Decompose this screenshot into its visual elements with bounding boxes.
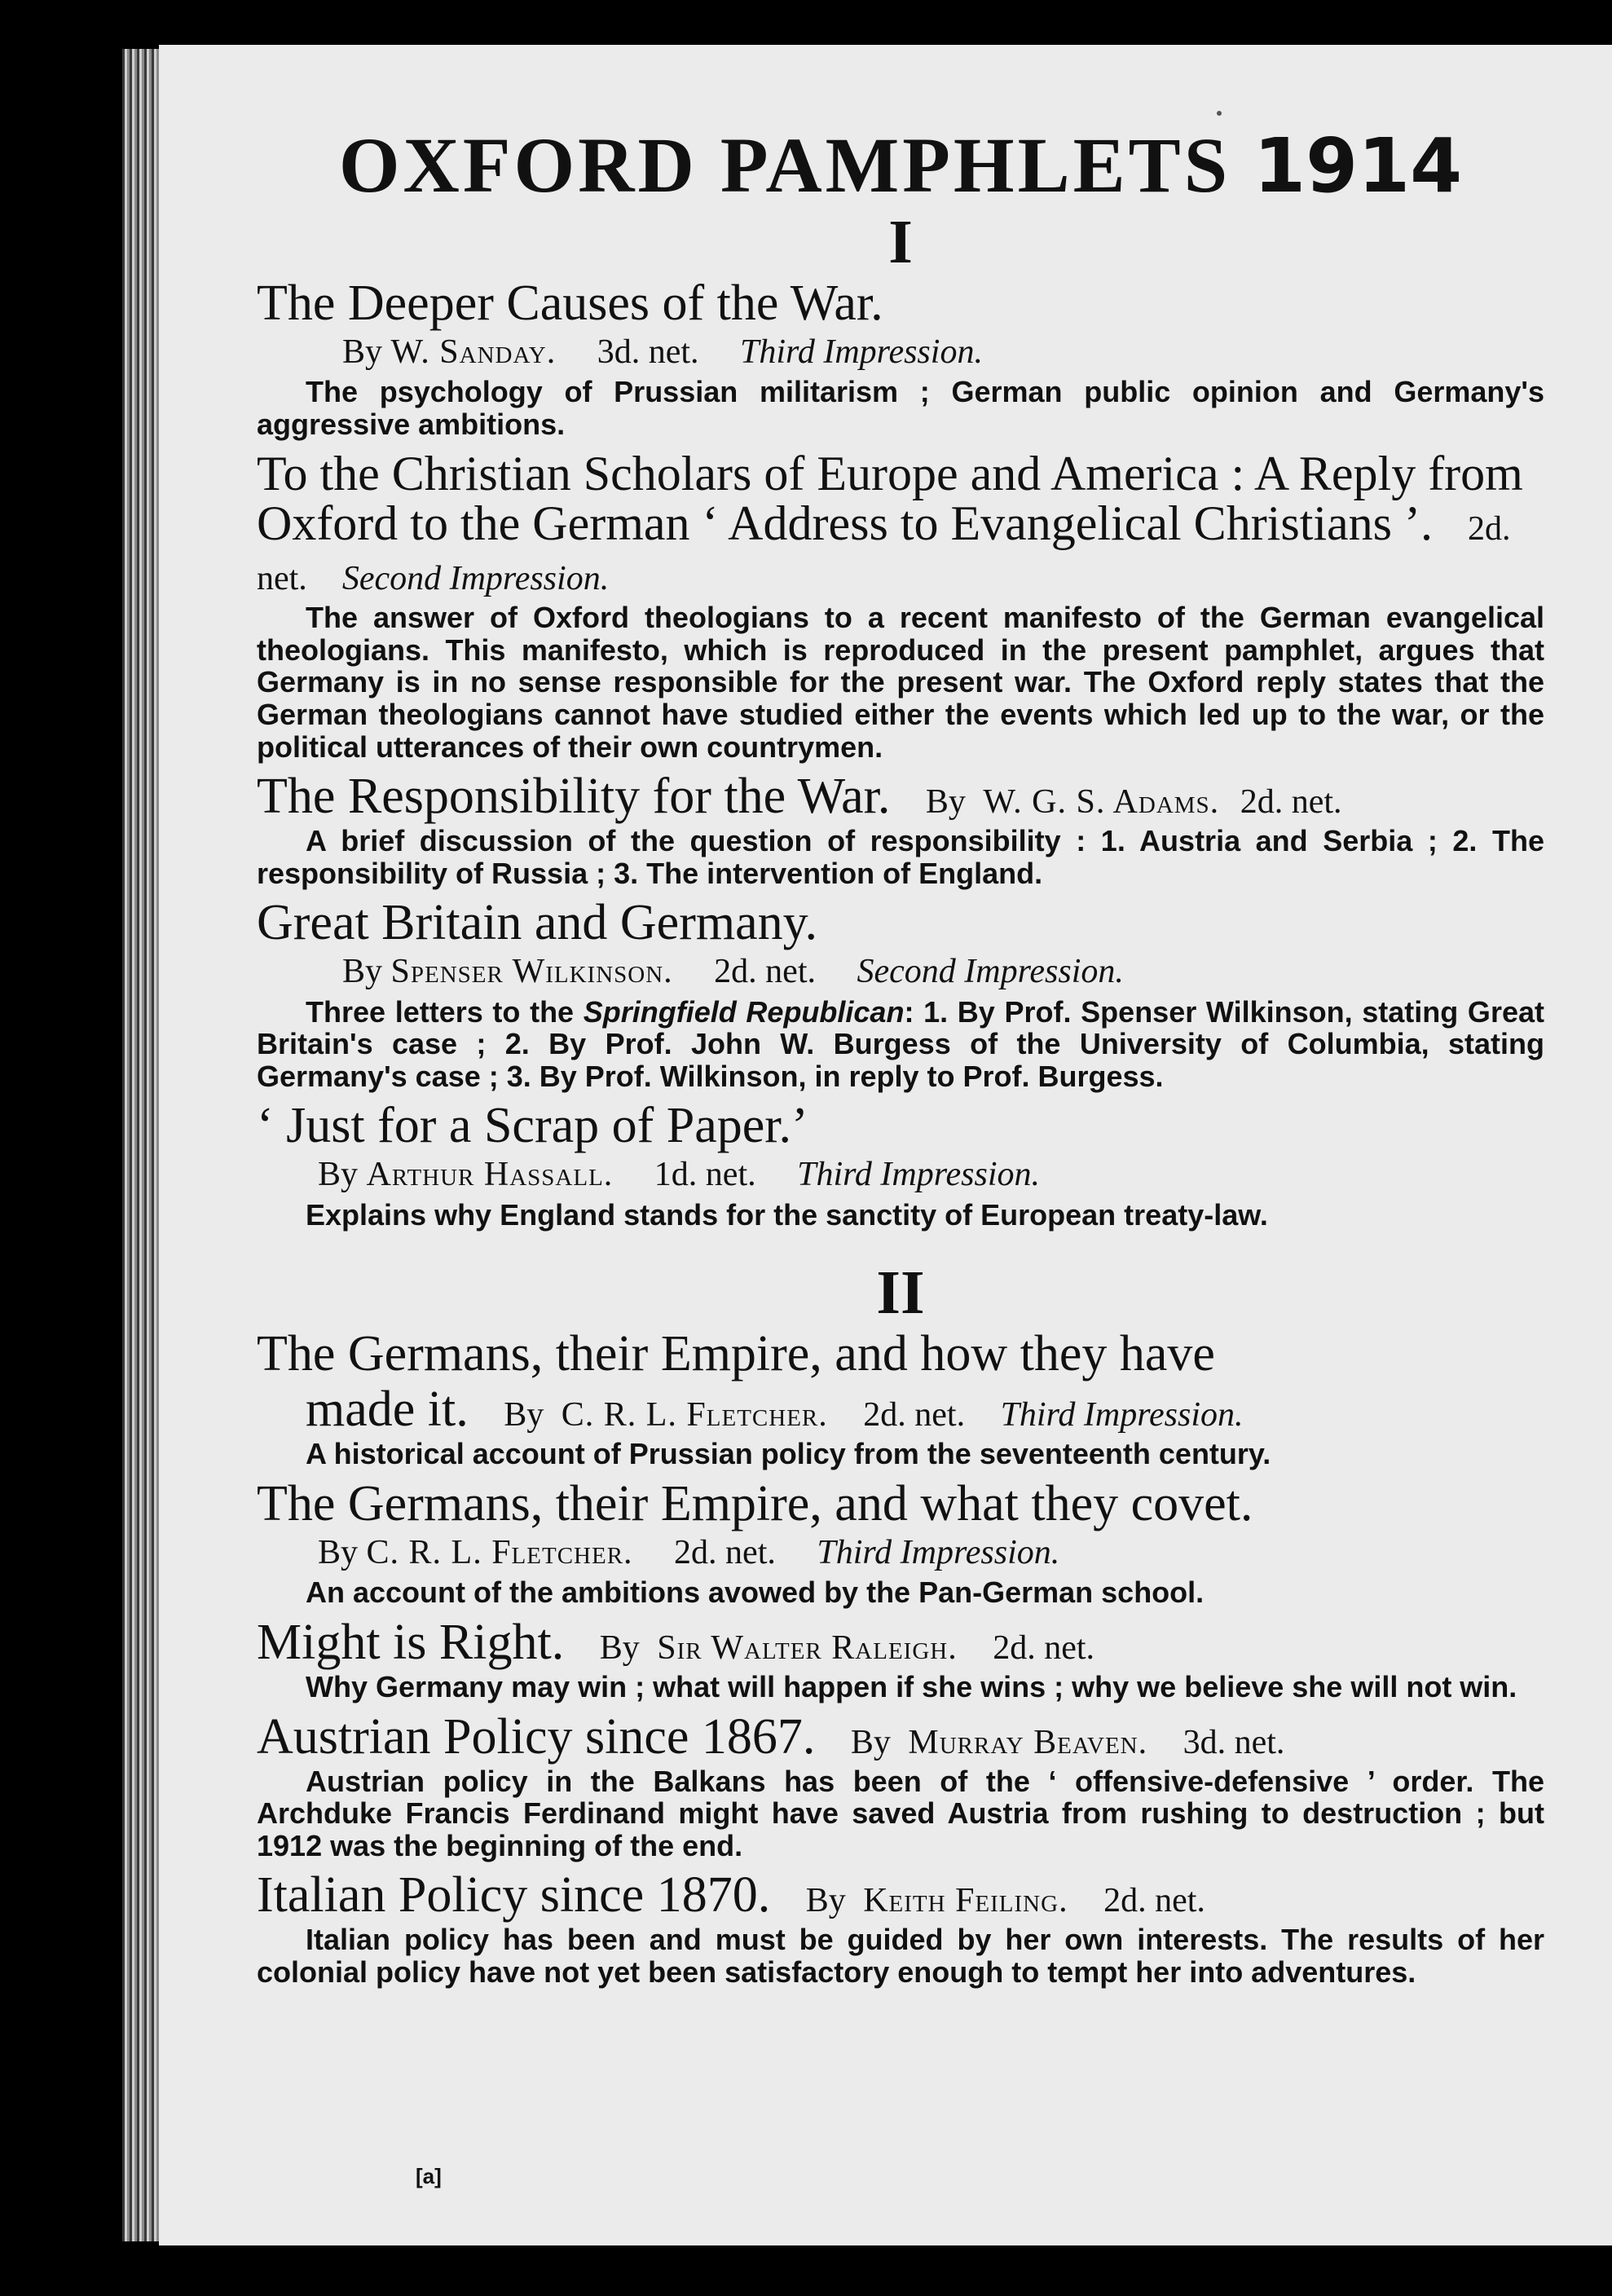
pamphlet-entry: [257, 1708, 1544, 1862]
impression: Third Impression.: [817, 1534, 1060, 1572]
title-text: OXFORD PAMPHLETS: [338, 121, 1231, 209]
pamphlet-description: The psychology of Prussian militarism ; German public opinion and Germany's aggressive ambitions.: [257, 375, 1544, 441]
pamphlet-description: A brief discussion of the question of responsibility : 1. Austria and Serbia ; 2. The responsibility of Russia ; 3. The intervention of England.: [257, 824, 1544, 890]
pamphlet-description: A historical account of Prussian policy from the seventeenth century.: [306, 1437, 1271, 1471]
price: 2d. net.: [863, 1396, 966, 1434]
pamphlet-description: An account of the ambitions avowed by the Pan-German school.: [306, 1575, 1205, 1610]
author: C. R. L. Fletcher.: [561, 1396, 828, 1434]
pamphlet-entry: [257, 275, 1544, 441]
author-prefix: By: [318, 1534, 359, 1572]
pamphlet-entry: [257, 1867, 1544, 1989]
pamphlet-entry: [257, 1326, 1544, 1471]
pamphlet-entry: [257, 897, 1544, 1092]
author: Arthur Hassall.: [366, 1156, 614, 1194]
author: Keith Feiling.: [863, 1882, 1068, 1920]
price: 2d. net.: [1103, 1882, 1205, 1920]
author: Sir Walter Raleigh.: [657, 1629, 958, 1668]
price: 2d. net.: [674, 1534, 776, 1572]
price: 2d. net.: [257, 509, 1511, 597]
pamphlet-description: Why Germany may win ; what will happen if she wins ; why we believe she will not win.: [306, 1670, 1517, 1704]
pamphlet-title-text: Might is Right.: [257, 1615, 565, 1671]
pamphlet-title-text: Austrian Policy since 1867.: [257, 1708, 816, 1765]
author: C. R. L. Fletcher.: [366, 1534, 633, 1572]
pamphlet-description: Explains why England stands for the sanctity of European treaty-law.: [306, 1197, 1268, 1232]
pamphlet-title-text: Italian Policy since 1870.: [257, 1867, 771, 1924]
author-prefix: By: [599, 1629, 640, 1668]
description-text: : 1. By Prof. Spenser Wilkinson, stating Great Britain's case ; 2. By Prof. John W. Burgess of the University of Columbia, stating Germany's case ; 3. By Prof. Wilkinson, in reply to Prof. Burgess.: [257, 994, 1544, 1093]
price: 3d. net.: [1183, 1723, 1285, 1761]
pamphlet-title: The Deeper Causes of the War.: [257, 275, 883, 331]
price: 3d. net.: [597, 333, 699, 371]
pamphlet-entry: [257, 1100, 1544, 1231]
pamphlet-title-continued: [257, 1382, 1544, 1438]
author-prefix: By: [342, 333, 383, 371]
pamphlet-meta: [257, 951, 1544, 992]
author-prefix: By: [504, 1396, 544, 1434]
book-spine-edge: [122, 49, 159, 2241]
section-numeral: II: [876, 1258, 925, 1328]
description-text: Three letters to the: [306, 994, 575, 1029]
impression: Third Impression.: [740, 333, 983, 371]
price: 2d. net.: [1240, 783, 1342, 822]
pamphlet-list: [257, 82, 1544, 1997]
pamphlet-title-text: made it.: [306, 1382, 469, 1438]
pamphlet-meta: [257, 1532, 1544, 1573]
pamphlet-entry: [257, 1617, 1544, 1703]
pamphlet-title-text: The Responsibility for the War.: [257, 769, 891, 825]
pamphlet-title: [257, 446, 1544, 599]
author: W. Sanday.: [390, 333, 557, 371]
pamphlet-title: The Germans, their Empire, and how they have: [257, 1326, 1215, 1382]
author-prefix: By: [805, 1882, 846, 1920]
author: W. G. S. Adams.: [983, 783, 1220, 822]
author: Murray Beaven.: [908, 1723, 1148, 1761]
pamphlet-title: ‘ Just for a Scrap of Paper.’: [257, 1098, 808, 1154]
pamphlet-meta: [257, 332, 1544, 372]
price: 1d. net.: [654, 1156, 756, 1194]
pamphlet-title: The Germans, their Empire, and what they covet.: [257, 1476, 1253, 1532]
section-numeral: I: [888, 208, 913, 276]
pamphlet-description: Italian policy has been and must be guided by her own interests. The results of her colonial policy have not yet been satisfactory enough to tempt her into adventures.: [257, 1923, 1544, 1989]
pamphlet-description: Austrian policy in the Balkans has been of the ‘ offensive-defensive ’ order. The Archduke Francis Ferdinand might have saved Austria from rushing to destruction ; but 1912 was the beginning of the end.: [257, 1764, 1544, 1862]
impression: Second Impression.: [341, 559, 610, 597]
pamphlet-description: The answer of Oxford theologians to a recent manifesto of the German evangelical theologians. This manifesto, which is reproduced in the present pamphlet, argues that Germany is in no sense responsible for the present war. The Oxford reply states that the German theologians cannot have studied either the events which led up to the war, or the political utterances of their own countrymen.: [257, 601, 1544, 764]
pamphlet-title: Great Britain and Germany.: [257, 895, 818, 951]
pamphlet-title: [257, 1708, 1544, 1765]
pamphlet-description: [257, 996, 1544, 1093]
impression: Third Impression.: [797, 1156, 1041, 1194]
author-prefix: By: [925, 783, 966, 822]
pamphlet-meta: [257, 1154, 1544, 1195]
impression: Second Impression.: [857, 953, 1124, 991]
pamphlet-title: [257, 1615, 1544, 1671]
pamphlet-title: [257, 1867, 1544, 1924]
pamphlet-title-text: To the Christian Scholars of Europe and America : A Reply from Oxford to the German ‘ Address to Evangelical Christians ’.: [257, 446, 1523, 550]
price: 2d. net.: [993, 1629, 1095, 1668]
impression: Third Impression.: [1000, 1396, 1244, 1434]
price: 2d. net.: [714, 953, 816, 991]
author: Spenser Wilkinson.: [390, 953, 673, 991]
pamphlet-entry: [257, 446, 1544, 764]
author-prefix: By: [342, 953, 383, 991]
author-prefix: By: [850, 1723, 891, 1761]
pamphlet-entry: [257, 771, 1544, 889]
page-title: [257, 121, 1544, 209]
title-year: 1914: [1253, 122, 1463, 209]
author-prefix: By: [318, 1156, 359, 1194]
periodical-title: Springfield Republican: [583, 994, 905, 1029]
pamphlet-title: [257, 769, 1544, 825]
page-signature-mark: [a]: [416, 2164, 442, 2188]
pamphlet-entry: [257, 1476, 1544, 1610]
